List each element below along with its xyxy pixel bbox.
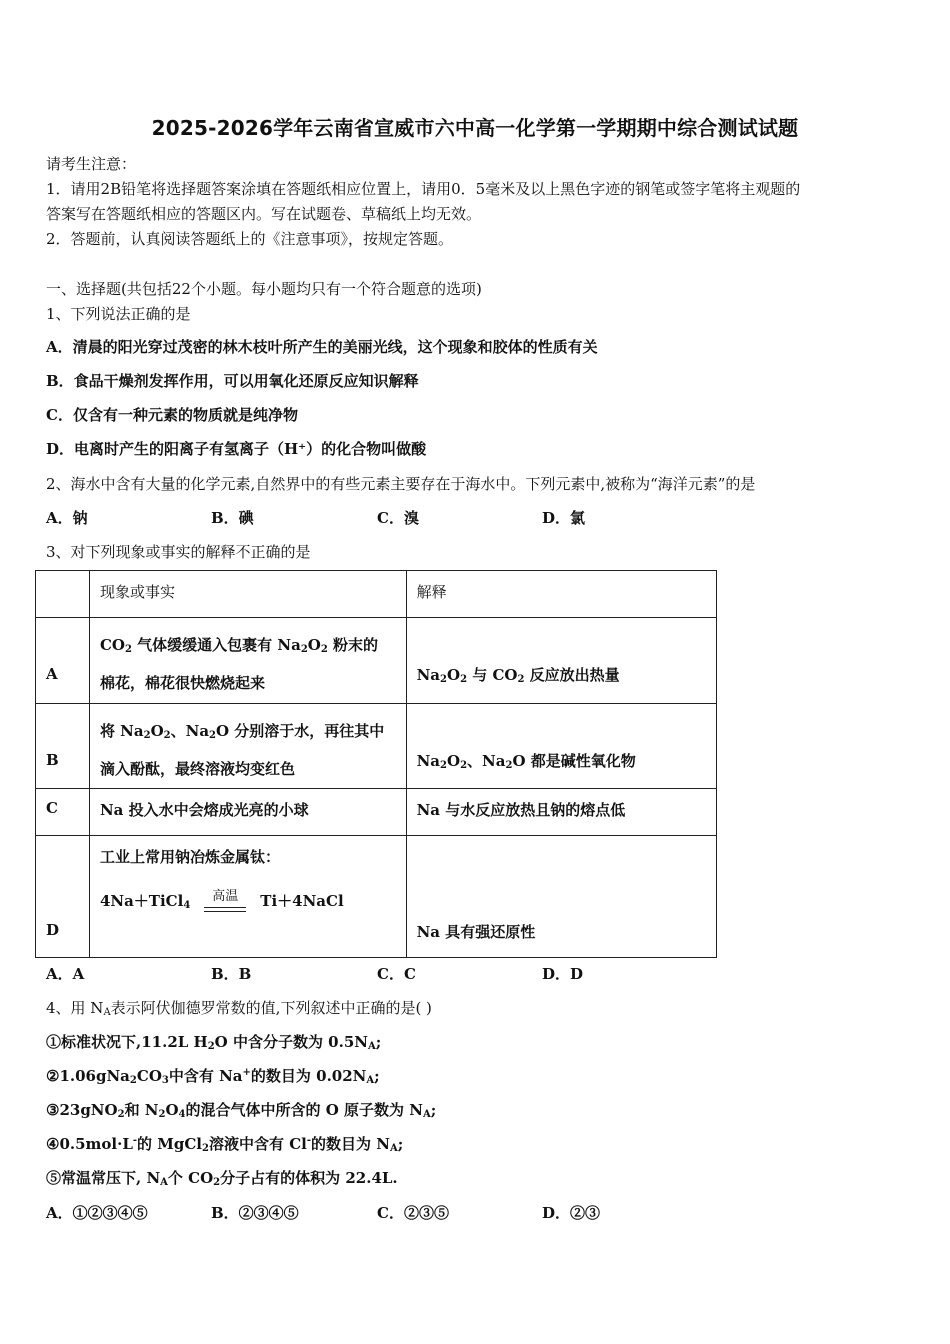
q1-option-c: C．仅含有一种元素的物质就是纯净物	[46, 406, 298, 424]
row-phenomenon: Na 投入水中会熔成光亮的小球	[89, 789, 406, 836]
q4-statement-1: ①标准状况下,11.2L $H_2O$ 中含分子数为 $0.5N_A$;	[46, 1033, 382, 1052]
q4-option-c: C．②③⑤	[377, 1204, 449, 1222]
row-phenomenon: 将 $Na_2O_2$、$Na_2O$ 分别溶于水，再往其中 滴入酚酞，最终溶液均变红色	[89, 704, 406, 789]
row-phenomenon-line-1: 工业上常用钠冶炼金属钛：	[99, 848, 280, 866]
q3-option-d: D．D	[542, 965, 584, 983]
q3-option-c: C．C	[377, 965, 416, 983]
q4-statement-4: ④0.5mol·L-的 MgCl$_2$溶液中含有 Cl-的数目为 $N_A$;	[46, 1135, 404, 1154]
q2-option-d: D．氯	[542, 509, 586, 527]
section-heading: 一、选择题(共包括22个小题。每小题均只有一个符合题意的选项)	[46, 280, 482, 298]
q2-stem: 2、海水中含有大量的化学元素,自然界中的有些元素主要存在于海水中。下列元素中,被称为“海洋元素”的是	[46, 475, 756, 493]
q1-option-a: A．清晨的阳光穿过茂密的林木枝叶所产生的美丽光线，这个现象和胶体的性质有关	[46, 338, 598, 356]
q4-option-b: B．②③④⑤	[211, 1204, 299, 1222]
reaction-equation: 4Na＋TiCl$_4$ 高温 Ti＋4NaCl	[99, 889, 344, 911]
reaction-condition: 高温	[204, 889, 246, 912]
q1-option-d: D．电离时产生的阳离子有氢离子（H⁺）的化合物叫做酸	[46, 440, 427, 458]
q3-option-b: B．B	[211, 965, 252, 983]
table-row	[36, 618, 717, 704]
table-header-empty	[36, 571, 90, 618]
table-row	[36, 789, 717, 836]
q2-option-c: C．溴	[377, 509, 419, 527]
row-explanation: Na 与水反应放热且钠的熔点低	[406, 789, 716, 836]
row-label: A	[36, 618, 90, 704]
q4-statement-5: ⑤常温常压下, $N_A$个 $CO_2$分子占有的体积为 22.4L.	[46, 1169, 398, 1188]
q4-option-a: A．①②③④⑤	[46, 1204, 148, 1222]
row-label: B	[36, 704, 90, 789]
table-row	[36, 704, 717, 789]
q3-option-a: A．A	[46, 965, 85, 983]
notice-item-1-line-1: 1．请用2B铅笔将选择题答案涂填在答题纸相应位置上，请用0．5毫米及以上黑色字迹的钢笔或签字笔将主观题的	[46, 180, 801, 198]
table-header-explanation: 解释	[406, 571, 716, 618]
q4-stem: 4、用 $N_A$表示阿伏伽德罗常数的值,下列叙述中正确的是( )	[46, 999, 432, 1018]
row-explanation: $Na_2O_2$ 与 $CO_2$ 反应放出热量	[406, 618, 716, 704]
row-phenomenon	[89, 836, 406, 958]
row-explanation: Na 具有强还原性	[406, 836, 716, 958]
row-phenomenon-line-2: 滴入酚酞，最终溶液均变红色	[99, 760, 295, 778]
row-explanation: $Na_2O_2$、$Na_2O$ 都是碱性氧化物	[406, 704, 716, 789]
row-phenomenon-line-2: 棉花，棉花很快燃烧起来	[99, 674, 265, 692]
row-label: D	[36, 836, 90, 958]
row-label: C	[36, 789, 90, 836]
q2-option-b: B．碘	[211, 509, 254, 527]
q1-stem: 1、下列说法正确的是	[46, 305, 191, 323]
q1-option-b: B．食品干燥剂发挥作用，可以用氧化还原反应知识解释	[46, 372, 419, 390]
table-header-phenomenon: 现象或事实	[89, 571, 406, 618]
table-row	[36, 836, 717, 958]
q3-table	[35, 570, 717, 958]
q4-option-d: D．②③	[542, 1204, 601, 1222]
page-title: 2025-2026学年云南省宣威市六中高一化学第一学期期中综合测试试题	[151, 116, 799, 140]
q2-option-a: A．钠	[46, 509, 88, 527]
q4-statement-2: $②1.06gNa_2CO_3$中含有 Na+的数目为 $0.02N_A$;	[46, 1067, 380, 1086]
notice-item-2: 2．答题前，认真阅读答题纸上的《注意事项》，按规定答题。	[46, 230, 454, 248]
row-phenomenon: $CO_2$ 气体缓缓通入包裹有 $Na_2O_2$ 粉末的 棉花，棉花很快燃烧起来	[89, 618, 406, 704]
q3-stem: 3、对下列现象或事实的解释不正确的是	[46, 543, 311, 561]
notice-item-1-line-2: 答案写在答题纸相应的答题区内。写在试题卷、草稿纸上均无效。	[46, 205, 482, 223]
q4-statement-3: ③23gNO$_2$和 $N_2O_4$的混合气体中所含的 O 原子数为 $N_A$;	[46, 1101, 437, 1120]
notice-heading: 请考生注意：	[46, 155, 137, 173]
table-header-row	[36, 571, 717, 618]
